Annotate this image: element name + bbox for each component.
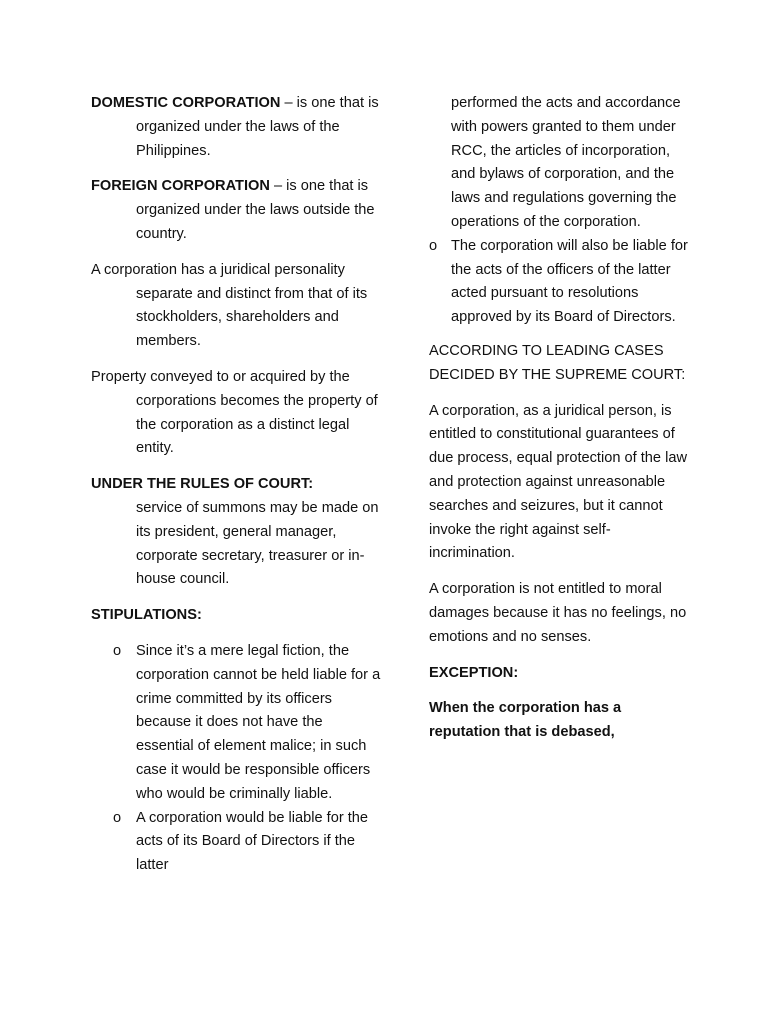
juridical-person-para: A corporation, as a juridical person, is entitled to constitutional guarantees of due process, equal protection of the law and protection against unreasonable searches and seizures, but it cannot invoke the right against self-incrimination. — [429, 402, 687, 562]
stipulations-heading: STIPULATIONS: — [91, 607, 202, 624]
rules-of-court-heading: UNDER THE RULES OF COURT: — [91, 476, 314, 493]
exception-text: When the corporation has a reputation that is debased, — [429, 700, 622, 741]
stipulation-item-2: o A corporation would be liable for the acts of its Board of Directors if the latter — [113, 807, 381, 878]
domestic-corporation-para — [91, 92, 381, 163]
bullet-icon: o — [429, 237, 438, 254]
leading-cases-heading: ACCORDING TO LEADING CASES DECIDED BY THE SUPREME COURT: — [429, 342, 686, 383]
stipulation-item-2-cont: performed the acts and accordance with powers granted to them under RCC, the articles of incorporation, and bylaws of corporation, and the laws and regulations governing the operations of the corporation. — [451, 95, 681, 230]
domestic-heading: DOMESTIC CORPORATION — [91, 95, 281, 111]
stipulation-item-3: o The corporation will also be liable for the acts of the officers of the latter acted pursuant to resolutions approved by its Board of Directors. — [429, 235, 689, 330]
foreign-corporation-para — [91, 175, 381, 246]
bullet-icon: o — [113, 809, 122, 826]
moral-damages-para: A corporation is not entitled to moral damages because it has no feelings, no emotions and no senses. — [429, 581, 687, 645]
stipulation-item-1: o Since it’s a mere legal fiction, the corporation cannot be held liable for a crime committed by its officers because it does not have the essential of element malice; in such case it would be responsible officers who would be criminally liable. — [113, 640, 381, 807]
foreign-heading: FOREIGN CORPORATION — [91, 178, 270, 195]
right-column — [429, 92, 689, 757]
exception-heading: EXCEPTION: — [429, 664, 519, 681]
bullet-icon: o — [113, 642, 122, 659]
foreign-text: – is one that is organized under the laws outside the country. — [136, 178, 375, 242]
juridical-personality-para: A corporation has a juridical personality separate and distinct from that of its stockholders, shareholders and members. — [91, 261, 368, 350]
property-para: Property conveyed to or acquired by the corporations becomes the property of the corporation as a distinct legal entity. — [91, 368, 378, 457]
domestic-text: – is one that is organized under the laws of the Philippines. — [136, 95, 379, 159]
rules-of-court-text: service of summons may be made on its president, general manager, corporate secretary, treasurer or in-house council. — [136, 499, 379, 588]
left-column — [91, 92, 381, 878]
